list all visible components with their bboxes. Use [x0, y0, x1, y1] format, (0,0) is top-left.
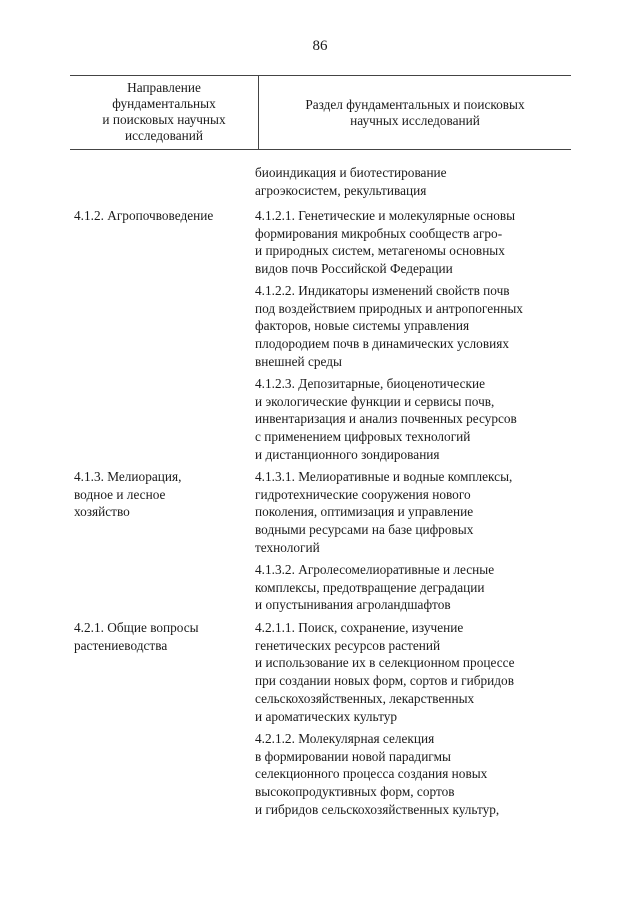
section-entry [255, 207, 575, 278]
text-line: формирования микробных сообществ агро- [255, 225, 503, 241]
direction-cell [74, 468, 250, 521]
text-line: генетических ресурсов растений [255, 637, 441, 653]
text-line: сельскохозяйственных, лекарственных [255, 690, 475, 706]
direction-cell [74, 207, 250, 225]
text-line: в формировании новой парадигмы [255, 748, 451, 764]
header-line: исследований [124, 128, 204, 143]
text-line: 4.1.3. Мелиорация, [74, 469, 182, 484]
text-line: и экологические функции и сервисы почв, [255, 393, 495, 409]
text-line: селекционного процесса создания новых [255, 766, 488, 782]
text-line: растениеводства [74, 637, 168, 653]
text-line: комплексы, предотвращение деградации [255, 579, 485, 595]
text-line: 4.2.1.1. Поиск, сохранение, изучение [255, 620, 464, 635]
text-line: агроэкосистем, рекультивация [255, 182, 427, 198]
text-line: видов почв Российской Федерации [255, 261, 453, 277]
text-line: плодородием почв в динамических условиях [255, 336, 509, 352]
text-line: 4.1.3.2. Агролесомелиоративные и лесные [255, 562, 495, 577]
text-line: и ароматических культур [255, 708, 398, 724]
section-entry [255, 561, 575, 614]
header-line: научных исследований [350, 112, 480, 128]
text-line: биоиндикация и биотестирование [255, 165, 447, 180]
header-line: фундаментальных [112, 96, 216, 111]
text-line: гидротехнические сооружения нового [255, 486, 471, 502]
section-entry [255, 375, 575, 464]
text-line: и природных систем, метагеномы основных [255, 243, 505, 259]
header-line: и поисковых научных [102, 112, 226, 127]
text-line: при создании новых форм, сортов и гибридов [255, 673, 514, 689]
text-line: хозяйство [74, 504, 130, 520]
text-line: и опустынивания агроландшафтов [255, 597, 451, 613]
text-line: технологий [255, 539, 320, 555]
section-entry [255, 619, 575, 725]
text-line: инвентаризация и анализ почвенных ресурсов [255, 411, 517, 427]
text-line: 4.1.2.1. Генетические и молекулярные основы [255, 208, 516, 223]
section-entry [255, 282, 575, 371]
text-line: внешней среды [255, 353, 342, 369]
text-line: под воздействием природных и антропогенных [255, 300, 523, 316]
text-line: 4.1.2.2. Индикаторы изменений свойств почв [255, 283, 510, 298]
section-entry [255, 468, 575, 557]
text-line: высокопродуктивных форм, сортов [255, 784, 455, 800]
text-line: и дистанционного зондирования [255, 446, 440, 462]
header-line: Направление [127, 80, 201, 95]
text-line: водное и лесное [74, 486, 166, 502]
text-line: факторов, новые системы управления [255, 318, 470, 334]
text-line: водными ресурсами на базе цифровых [255, 522, 474, 538]
text-line: с применением цифровых технологий [255, 429, 471, 445]
continuation-text [255, 164, 575, 199]
text-line: 4.1.3.1. Мелиоративные и водные комплексы, [255, 469, 513, 484]
text-line: поколения, оптимизация и управление [255, 504, 474, 520]
text-line: 4.1.2.3. Депозитарные, биоценотические [255, 376, 485, 391]
page-number: 86 [312, 38, 328, 54]
text-line: и гибридов сельскохозяйственных культур, [255, 801, 500, 817]
table-header [70, 75, 571, 150]
section-entry [255, 730, 575, 819]
header-section [258, 76, 571, 149]
text-line: 4.2.1.2. Молекулярная селекция [255, 731, 435, 746]
header-direction [70, 80, 258, 144]
header-line: Раздел фундаментальных и поисковых [305, 96, 525, 112]
text-line: и использование их в селекционном процессе [255, 655, 515, 671]
text-line: 4.1.2. Агропочвоведение [74, 208, 214, 223]
text-line: 4.2.1. Общие вопросы [74, 620, 199, 635]
direction-cell [74, 619, 250, 654]
